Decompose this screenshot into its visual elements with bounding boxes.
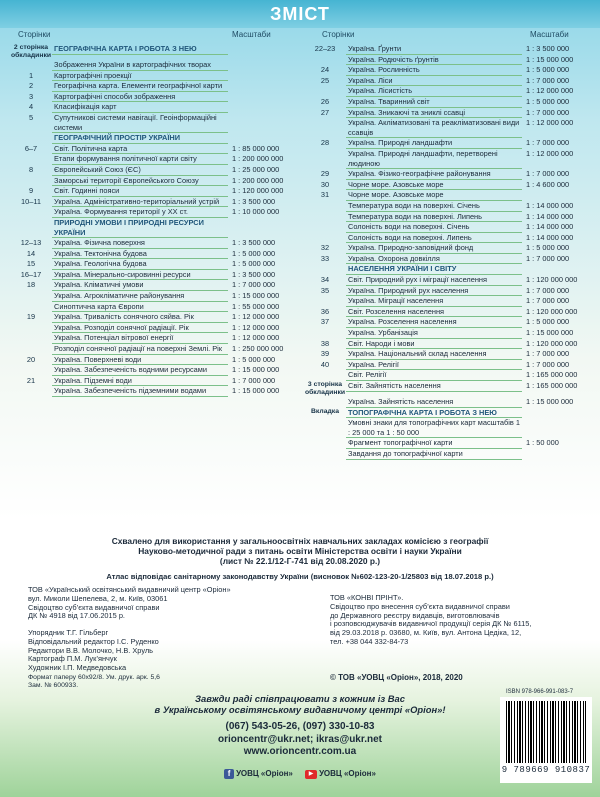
phones: (067) 543-05-26, (097) 330-10-83 (225, 721, 375, 732)
map-title: Чорне море. Азовське море (346, 180, 522, 191)
contents-row (304, 339, 594, 350)
map-title: Класифікація карт (52, 102, 228, 113)
map-scale: 1 : 5 000 000 (232, 259, 276, 269)
page-number: 28 (320, 138, 330, 148)
map-scale: 1 : 12 000 000 (526, 86, 574, 96)
contents-row (304, 149, 594, 169)
contents-row (304, 243, 594, 254)
contents-row (10, 197, 300, 208)
page-number: 24 (320, 65, 330, 75)
barcode-bars (506, 701, 586, 763)
map-title: Україна. Геологічна будова (52, 259, 228, 270)
map-title: Україна. Потенціал вітрової енергії (52, 333, 228, 344)
map-scale: 1 : 120 000 000 (526, 306, 578, 316)
contents-row (304, 138, 594, 149)
contents-row (10, 207, 300, 218)
page-number: 22–23 (314, 44, 336, 53)
map-scale: 1 : 55 000 000 (232, 301, 280, 311)
map-scale: 1 : 14 000 000 (526, 232, 574, 242)
contents-row (10, 312, 300, 323)
map-scale: 1 : 200 000 000 (232, 154, 284, 164)
scale-header-left: Масштаби (232, 30, 271, 39)
map-scale: 1 : 120 000 000 (232, 186, 284, 196)
map-scale: 1 : 7 000 000 (232, 375, 276, 385)
page-number: 15 (26, 259, 36, 269)
map-scale: 1 : 15 000 000 (526, 328, 574, 338)
contents-row (304, 449, 594, 460)
staff-line: Картограф П.М. Лук’янчук (28, 654, 117, 664)
map-scale: 1 : 7 000 000 (526, 75, 570, 85)
barcode-number: 9 789669 910837 (501, 765, 591, 775)
contents-row (304, 349, 594, 360)
approval-line-2: Науково-методичної ради з питань освіти Міністерства освіти і науки України (138, 546, 462, 556)
map-scale: 1 : 7 000 000 (526, 296, 570, 306)
map-title: Географічна карта. Елементи географічної карти (52, 81, 228, 92)
contents-row (304, 286, 594, 297)
map-title: Україна. Урбанізація (346, 328, 522, 339)
map-title: Європейський Союз (ЄС) (52, 165, 228, 176)
map-scale: 1 : 3 500 000 (232, 269, 276, 279)
map-scale: 1 : 15 000 000 (232, 291, 280, 301)
contents-row (10, 259, 300, 270)
map-scale: 1 : 14 000 000 (526, 211, 574, 221)
page-number: 19 (26, 312, 36, 322)
map-scale: 1 : 7 000 000 (526, 253, 570, 263)
map-title: Україна. Зайнятість населення (346, 397, 522, 408)
contents-row (10, 60, 300, 71)
page-number: 2 сторінка обкладинки (10, 44, 52, 59)
map-title: Україна. Адміністративно-територіальний устрій (52, 197, 228, 208)
map-title: Заморські території Європейського Союзу (52, 176, 228, 187)
isbn: ISBN 978-966-991-083-7 (506, 689, 574, 695)
printer-line: і розповсюджувачів видавничої продукції серія ДК № 6115, (330, 619, 532, 629)
map-scale: 1 : 250 000 000 (232, 344, 284, 354)
contents-row (304, 307, 594, 318)
map-scale: 1 : 5 000 000 (526, 65, 570, 75)
page-number: 26 (320, 96, 330, 106)
map-scale: 1 : 4 600 000 (526, 179, 570, 189)
contents-row (304, 201, 594, 212)
page-number: 36 (320, 306, 330, 316)
map-title: Розподіл сонячної радіації на поверхні Землі. Рік (52, 344, 228, 355)
map-title: Зображення України в картографічних творах (52, 60, 228, 71)
map-title: Картографічні проекції (52, 71, 228, 82)
map-title: Супутникові системи навігації. Геоінформаційні системи (52, 113, 228, 133)
contents-row (304, 233, 594, 244)
contents-left-column (10, 44, 300, 397)
map-scale: 1 : 165 000 000 (526, 381, 578, 390)
contents-row (304, 296, 594, 307)
publisher-left-line: вул. Миколи Шепелева, 2, м. Київ, 03061 (28, 593, 168, 603)
section-heading-row (10, 218, 300, 238)
page-number: 32 (320, 243, 330, 253)
contents-row (10, 365, 300, 376)
map-scale: 1 : 10 000 000 (232, 207, 280, 217)
staff-line: Художник І.П. Медведовська (28, 663, 127, 673)
map-title: Картографічні способи зображення (52, 92, 228, 103)
page-number: 35 (320, 285, 330, 295)
page-number: 10–11 (20, 196, 41, 206)
page-number: 31 (320, 190, 330, 200)
facebook-icon: f (224, 769, 234, 779)
staff-block (28, 629, 159, 673)
map-scale: 1 : 5 000 000 (526, 243, 570, 253)
page-number: 30 (320, 179, 330, 189)
page-number: Вкладка (311, 407, 339, 415)
contents-row (304, 360, 594, 371)
map-title: Україна. Розподіл сонячної радіації. Рік (52, 323, 228, 334)
map-title: Солоність води на поверхні. Липень (346, 233, 522, 244)
page-number: 16–17 (20, 269, 42, 279)
page-number: 20 (26, 354, 36, 364)
map-scale: 1 : 14 000 000 (526, 200, 574, 210)
section-heading-row (10, 44, 300, 60)
contents-row (10, 344, 300, 355)
contents-row (304, 44, 594, 55)
publisher-left-line: ТОВ «Український освітянський видавничий центр «Оріон» (28, 585, 231, 594)
contents-row (10, 92, 300, 103)
staff-line: Відповідальний редактор І.С. Руденко (28, 636, 159, 646)
contents-row (10, 71, 300, 82)
contents-row (304, 438, 594, 449)
contents-row (10, 376, 300, 387)
page-number: 18 (26, 280, 36, 290)
publisher-left-block (28, 586, 231, 621)
map-title: Україна. Фізико-географічне районування (346, 169, 522, 180)
map-scale: 1 : 5 000 000 (526, 96, 570, 106)
contents-row (10, 144, 300, 155)
approval-note (0, 536, 600, 566)
map-title: Україна. Охорона довкілля (346, 254, 522, 265)
map-title: Україна. Зникаючі та зниклі ссавці (346, 108, 522, 119)
page-number: 40 (320, 359, 330, 369)
printer-line: Свідоцтво про внесення суб’єкта видавничої справи (330, 601, 510, 611)
map-scale: 1 : 12 000 000 (526, 148, 574, 158)
section-title: ГЕОГРАФІЧНА КАРТА І РОБОТА З НЕЮ (52, 44, 228, 55)
pages-header-left: Сторінки (18, 30, 51, 39)
map-title: Україна. Ліси (346, 76, 522, 87)
format-block (28, 674, 160, 690)
contents-row (10, 280, 300, 291)
map-scale: 1 : 15 000 000 (232, 365, 280, 375)
page-number: 9 (28, 186, 34, 196)
format-line: Формат паперу 60х92/8. Ум. друк. арк. 5,6 (28, 674, 160, 681)
map-title: Світ. Релігії (346, 370, 522, 381)
map-title: Україна. Природні ландшафти (346, 138, 522, 149)
map-title: Україна. Фізична поверхня (52, 238, 228, 249)
copyright: © ТОВ «УОВЦ «Оріон», 2018, 2020 (330, 673, 463, 682)
map-scale: 1 : 14 000 000 (526, 222, 574, 232)
map-title: Температура води на поверхні. Липень (346, 212, 522, 223)
map-title: Солоність води на поверхні. Січень (346, 222, 522, 233)
map-title: Україна. Природно-заповідний фонд (346, 243, 522, 254)
map-scale: 1 : 5 000 000 (232, 354, 276, 364)
page-number: 34 (320, 275, 330, 285)
staff-line: Редактори В.В. Молочко, Н.В. Хруль (28, 645, 154, 655)
contents-row (304, 97, 594, 108)
map-title: Температура води на поверхні. Січень (346, 201, 522, 212)
map-scale: 1 : 12 000 000 (526, 118, 574, 128)
page-number: 39 (320, 349, 330, 359)
map-scale: 1 : 7 000 000 (526, 359, 570, 369)
map-title: Україна. Тваринний світ (346, 97, 522, 108)
map-scale: 1 : 5 000 000 (526, 317, 570, 327)
page-number: 6–7 (24, 143, 38, 153)
map-scale: 1 : 120 000 000 (526, 338, 578, 348)
section-title: ТОПОГРАФІЧНА КАРТА І РОБОТА З НЕЮ (346, 408, 522, 419)
page-number: 38 (320, 338, 330, 348)
contents-row (304, 169, 594, 180)
map-scale: 1 : 12 000 000 (232, 333, 280, 343)
map-scale: 1 : 165 000 000 (526, 370, 578, 380)
contents-row (304, 381, 594, 397)
map-title: Україна. Забезпеченість водними ресурсами (52, 365, 228, 376)
page-number: 3 сторінка обкладинки (304, 381, 346, 396)
contents-row (10, 238, 300, 249)
page-number: 25 (320, 75, 330, 85)
map-title: Фрагмент топографічної карти (346, 438, 522, 449)
section-title: ПРИРОДНІ УМОВИ І ПРИРОДНІ РЕСУРСИ УКРАЇНИ (52, 218, 228, 238)
contents-row (304, 328, 594, 339)
section-heading-row (304, 408, 594, 419)
contents-row (10, 165, 300, 176)
map-title: Світ. Природний рух і міграції населення (346, 275, 522, 286)
contents-row (304, 180, 594, 191)
contents-row (10, 386, 300, 397)
sanitary-note: Атлас відповідає санітарному законодавству України (висновок №602-123-20-1/25803 від 18.07.2018 р.) (106, 572, 494, 581)
map-scale: 1 : 7 000 000 (526, 285, 570, 295)
page-number: 21 (26, 375, 36, 385)
approval-line-1: Схвалено для використання у загальноосвітніх навчальних закладах комісією з географії (111, 536, 489, 546)
map-title: Україна. Міграції населення (346, 296, 522, 307)
emails-link[interactable]: orioncentr@ukr.net; ikras@ukr.net (218, 733, 382, 745)
map-title: Світ. Народи і мови (346, 339, 522, 350)
page-number: 14 (26, 248, 36, 258)
contents-row (10, 81, 300, 92)
section-title: ГЕОГРАФІЧНИЙ ПРОСТІР УКРАЇНИ (52, 133, 228, 144)
map-title: Світ. Розселення населення (346, 307, 522, 318)
youtube-icon: ▶ (305, 770, 317, 779)
staff-line: Упорядник Т.Г. Гільберг (28, 628, 109, 637)
map-title: Умовні знаки для топографічних карт масштабів 1 : 25 000 та 1 : 50 000 (348, 418, 520, 437)
map-scale: 1 : 120 000 000 (526, 275, 578, 285)
contents-row (304, 190, 594, 201)
website-link[interactable]: www.orioncentr.com.ua (243, 746, 357, 758)
contents-row (304, 370, 594, 381)
pages-header-right: Сторінки (322, 30, 355, 39)
contents-row (10, 249, 300, 260)
map-scale: 1 : 15 000 000 (526, 397, 574, 406)
contents-row (304, 76, 594, 87)
page-number: 2 (28, 81, 34, 91)
map-title: Україна. Тектонічна будова (52, 249, 228, 260)
publisher-left-line: ДК № 4918 від 17.06.2015 р. (28, 611, 125, 621)
map-title: Етапи формування політичної карти світу (52, 154, 228, 165)
contents-row (10, 302, 300, 313)
map-scale: 1 : 7 000 000 (526, 349, 570, 359)
map-title: Україна. Природний рух населення (346, 286, 522, 297)
map-title: Україна. Родючість ґрунтів (346, 55, 522, 66)
contents-row (10, 323, 300, 334)
contents-row (304, 275, 594, 286)
map-scale: 1 : 200 000 000 (232, 175, 284, 185)
page-number: 27 (320, 107, 330, 117)
map-title: Україна. Рослинність (346, 65, 522, 76)
map-scale: 1 : 15 000 000 (232, 386, 280, 396)
map-scale: 1 : 7 000 000 (526, 169, 570, 179)
printer-line: від 29.03.2018 р. 03680, м. Київ, вул. Антона Цедіка, 12, (330, 628, 522, 638)
section-heading-row (10, 133, 300, 144)
map-title: Світ. Годинні пояси (52, 186, 228, 197)
map-scale: 1 : 12 000 000 (232, 312, 280, 322)
slogan-line-1: Завжди раді співпрацювати з кожним із Вас (195, 693, 405, 704)
map-title: Україна. Підземні води (52, 376, 228, 387)
map-title: Україна. Ґрунти (346, 44, 522, 55)
page-number: 8 (28, 164, 34, 174)
map-title: Україна. Кліматичні умови (52, 280, 228, 291)
youtube-link[interactable]: УОВЦ «Оріон» (319, 769, 376, 779)
contents-row (304, 108, 594, 119)
map-title: Завдання до топографічної карти (346, 449, 522, 460)
contents-row (304, 317, 594, 328)
format-line: Зам. № 600933. (28, 682, 79, 689)
contents-right-column (304, 44, 594, 460)
page-number: 37 (320, 317, 330, 327)
map-title: Україна. Забезпеченість підземними водами (52, 386, 228, 397)
contents-row (10, 355, 300, 366)
contents-row (10, 186, 300, 197)
map-scale: 1 : 85 000 000 (232, 143, 280, 153)
contents-row (304, 212, 594, 223)
publisher-right-block (330, 594, 531, 647)
map-scale: 1 : 7 000 000 (526, 107, 570, 117)
publisher-left-line: Свідоцтво суб’єкта видавничої справи (28, 602, 160, 612)
section-title: НАСЕЛЕННЯ УКРАЇНИ І СВІТУ (346, 264, 522, 275)
approval-line-3: (лист № 22.1/12-Г-741 від 20.08.2020 р.) (219, 556, 381, 566)
contents-row (10, 102, 300, 113)
map-scale: 1 : 25 000 000 (232, 164, 280, 174)
map-scale: 1 : 7 000 000 (232, 280, 276, 290)
page-number: 29 (320, 169, 330, 179)
page-number: 12–13 (20, 238, 42, 248)
printer-line: тел. +38 044 332-84-73 (330, 636, 409, 646)
page-number: 5 (28, 112, 34, 122)
map-title: Україна. Формування території у ХХ ст. (52, 207, 228, 218)
page-number: 1 (28, 70, 34, 80)
contents-row (10, 154, 300, 165)
map-title: Україна. Національний склад населення (346, 349, 522, 360)
map-title: Синоптична карта Європи (52, 302, 228, 313)
printer-line: до Державного реєстру видавців, виготовлювачів (330, 610, 500, 620)
map-title: Україна. Мінерально-сировинні ресурси (52, 270, 228, 281)
map-title: Україна. Тривалість сонячного сяйва. Рік (52, 312, 228, 323)
map-scale: 1 : 7 000 000 (526, 138, 570, 148)
map-title: Україна. Агрокліматичне районування (52, 291, 228, 302)
contents-row (304, 55, 594, 66)
contents-row (10, 333, 300, 344)
slogan-line-2: в Українському освітянському видавничому центрі «Оріон»! (154, 704, 446, 715)
map-scale: 1 : 3 500 000 (232, 196, 276, 206)
map-title: Україна. Природні ландшафти, перетворені людиною (346, 149, 522, 169)
contents-row (10, 291, 300, 302)
contents-row (304, 118, 594, 138)
map-title: Світ. Політична карта (52, 144, 228, 155)
map-title: Чорне море. Азовське море (346, 190, 522, 201)
contents-row (10, 270, 300, 281)
scale-header-right: Масштаби (530, 30, 569, 39)
page-number: 33 (320, 253, 330, 263)
page-number: 4 (28, 102, 34, 112)
map-title: Україна. Лісистість (346, 86, 522, 97)
barcode (500, 697, 592, 783)
map-scale: 1 : 15 000 000 (526, 54, 574, 64)
contents-row (304, 65, 594, 76)
section-heading-row (304, 264, 594, 275)
map-title: Україна. Поверхневі води (52, 355, 228, 366)
contents-row (10, 176, 300, 187)
contents-row (304, 86, 594, 97)
map-scale: 1 : 3 500 000 (526, 44, 570, 53)
page-title: ЗМІСТ (0, 0, 600, 28)
map-scale: 1 : 3 500 000 (232, 238, 276, 248)
map-title: Україна. Релігії (346, 360, 522, 371)
contents-row (304, 397, 594, 408)
map-scale: 1 : 5 000 000 (232, 248, 276, 258)
map-title: Україна. Акліматизовані та реакліматизовані види ссавців (346, 118, 522, 138)
map-scale: 1 : 12 000 000 (232, 322, 280, 332)
facebook-link[interactable]: УОВЦ «Оріон» (236, 769, 293, 779)
contents-row (304, 222, 594, 233)
map-scale: 1 : 50 000 (526, 438, 559, 448)
contents-row (304, 254, 594, 265)
page-number: 3 (28, 91, 34, 101)
printer-line: ТОВ «КОНВІ ПРІНТ». (330, 593, 404, 602)
map-title: Україна. Розселення населення (346, 317, 522, 328)
contents-row (304, 418, 594, 438)
map-title: Світ. Зайнятість населення (346, 381, 522, 392)
contents-row (10, 113, 300, 133)
